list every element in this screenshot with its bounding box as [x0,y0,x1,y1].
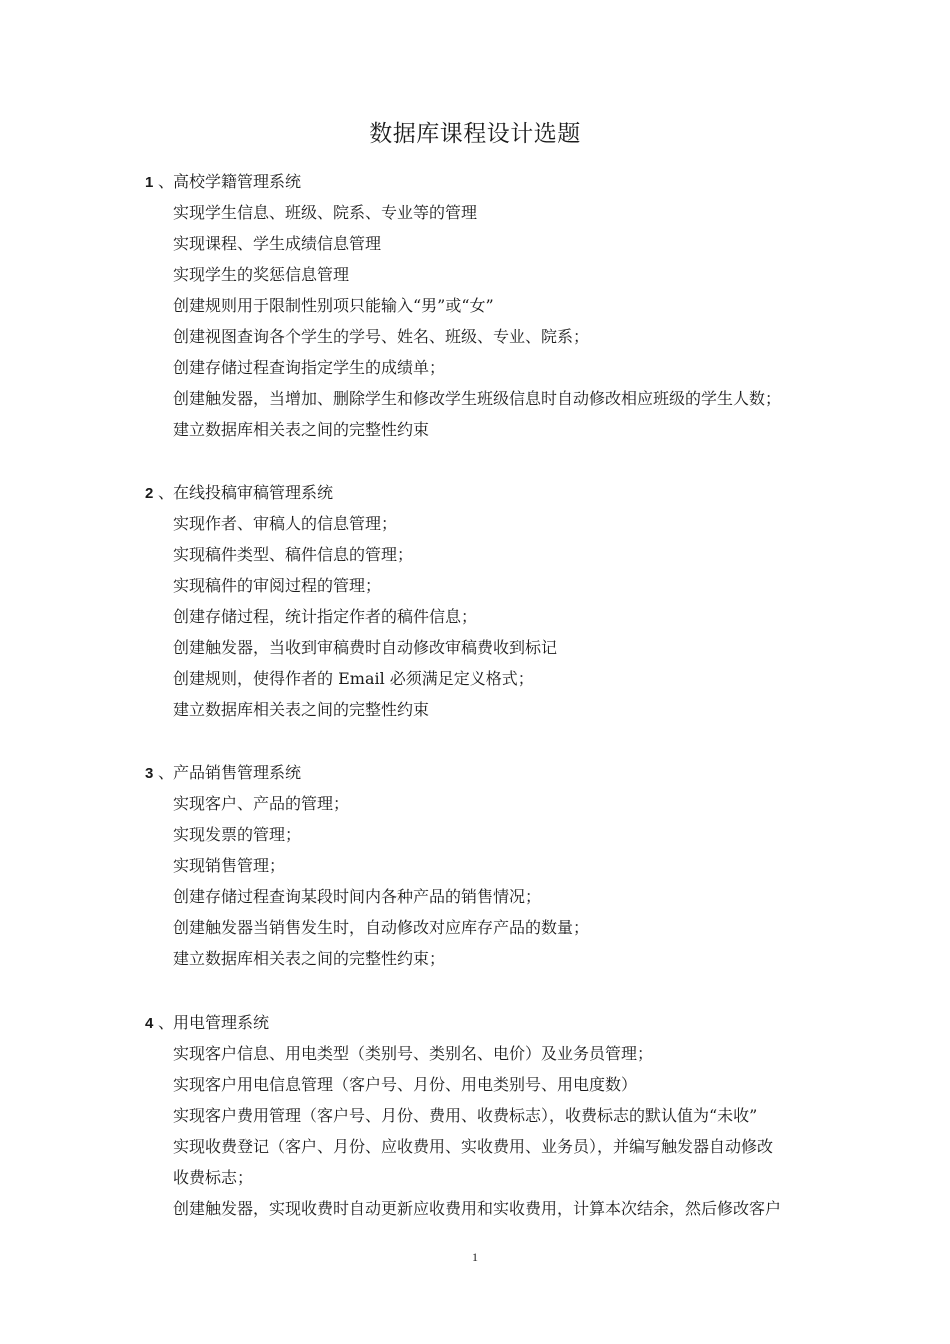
list-item: 实现客户信息、用电类型（类别号、类别名、电价）及业务员管理； [173,1044,654,1063]
requirement-list [145,508,825,725]
list-item: 实现作者、审稿人的信息管理； [173,514,398,533]
list-item: 实现学生信息、班级、院系、专业等的管理 [173,203,478,222]
list-item: 实现课程、学生成绩信息管理 [173,234,382,253]
section-separator: 、 [158,172,175,191]
section-separator: 、 [158,763,175,782]
list-item: 实现发票的管理； [173,825,302,844]
list-item: 实现销售管理； [173,856,286,875]
list-item: 建立数据库相关表之间的完整性约束 [173,420,430,439]
section-separator: 、 [158,1013,175,1032]
list-item: 创建视图查询各个学生的学号、姓名、班级、专业、院系； [173,327,590,346]
section-1 [145,166,825,445]
section-number: 3 [145,765,154,782]
page-number: 1 [472,1250,478,1264]
section-heading [145,1007,825,1038]
section-separator: 、 [158,483,175,502]
section-number: 4 [145,1015,154,1032]
list-item: 实现收费登记（客户、月份、应收费用、实收费用、业务员），并编写触发器自动修改 [173,1137,774,1156]
list-item: 创建存储过程，统计指定作者的稿件信息； [173,607,478,626]
section-heading [145,166,825,197]
section-number: 2 [145,485,154,502]
requirement-list [145,788,825,974]
list-item: 实现稿件的审阅过程的管理； [173,576,382,595]
section-2 [145,477,825,725]
requirement-list [145,197,825,445]
list-item: 实现稿件类型、稿件信息的管理； [173,545,414,564]
list-item: 建立数据库相关表之间的完整性约束； [173,949,446,968]
list-item: 创建触发器，实现收费时自动更新应收费用和实收费用，计算本次结余，然后修改客户 [173,1199,782,1218]
section-title: 高校学籍管理系统 [173,172,302,191]
list-item: 创建存储过程查询指定学生的成绩单； [173,358,446,377]
list-item: 创建规则，使得作者的 Email 必须满足定义格式； [173,669,534,688]
page-title: 数据库课程设计选题 [369,121,581,147]
section-heading [145,477,825,508]
list-item: 创建触发器，当增加、删除学生和修改学生班级信息时自动修改相应班级的学生人数； [173,389,782,408]
list-item: 创建存储过程查询某段时间内各种产品的销售情况； [173,887,542,906]
list-item: 实现客户、产品的管理； [173,794,350,813]
list-item: 实现客户用电信息管理（客户号、月份、用电类别号、用电度数） [173,1075,638,1094]
section-3 [145,757,825,974]
section-heading [145,757,825,788]
list-item: 创建触发器，当收到审稿费时自动修改审稿费收到标记 [173,638,558,657]
section-title: 在线投稿审稿管理系统 [173,483,334,502]
section-title: 用电管理系统 [173,1013,270,1032]
list-item: 建立数据库相关表之间的完整性约束 [173,700,430,719]
list-item: 创建触发器当销售发生时，自动修改对应库存产品的数量； [173,918,590,937]
list-item: 创建规则用于限制性别项只能输入“男”或“女” [173,296,494,315]
list-item: 收费标志； [173,1168,254,1187]
list-item: 实现学生的奖惩信息管理 [173,265,350,284]
requirement-list [145,1038,825,1224]
section-4 [145,1007,825,1224]
section-number: 1 [145,174,154,191]
list-item: 实现客户费用管理（客户号、月份、费用、收费标志），收费标志的默认值为“未收” [173,1106,758,1125]
section-title: 产品销售管理系统 [173,763,302,782]
